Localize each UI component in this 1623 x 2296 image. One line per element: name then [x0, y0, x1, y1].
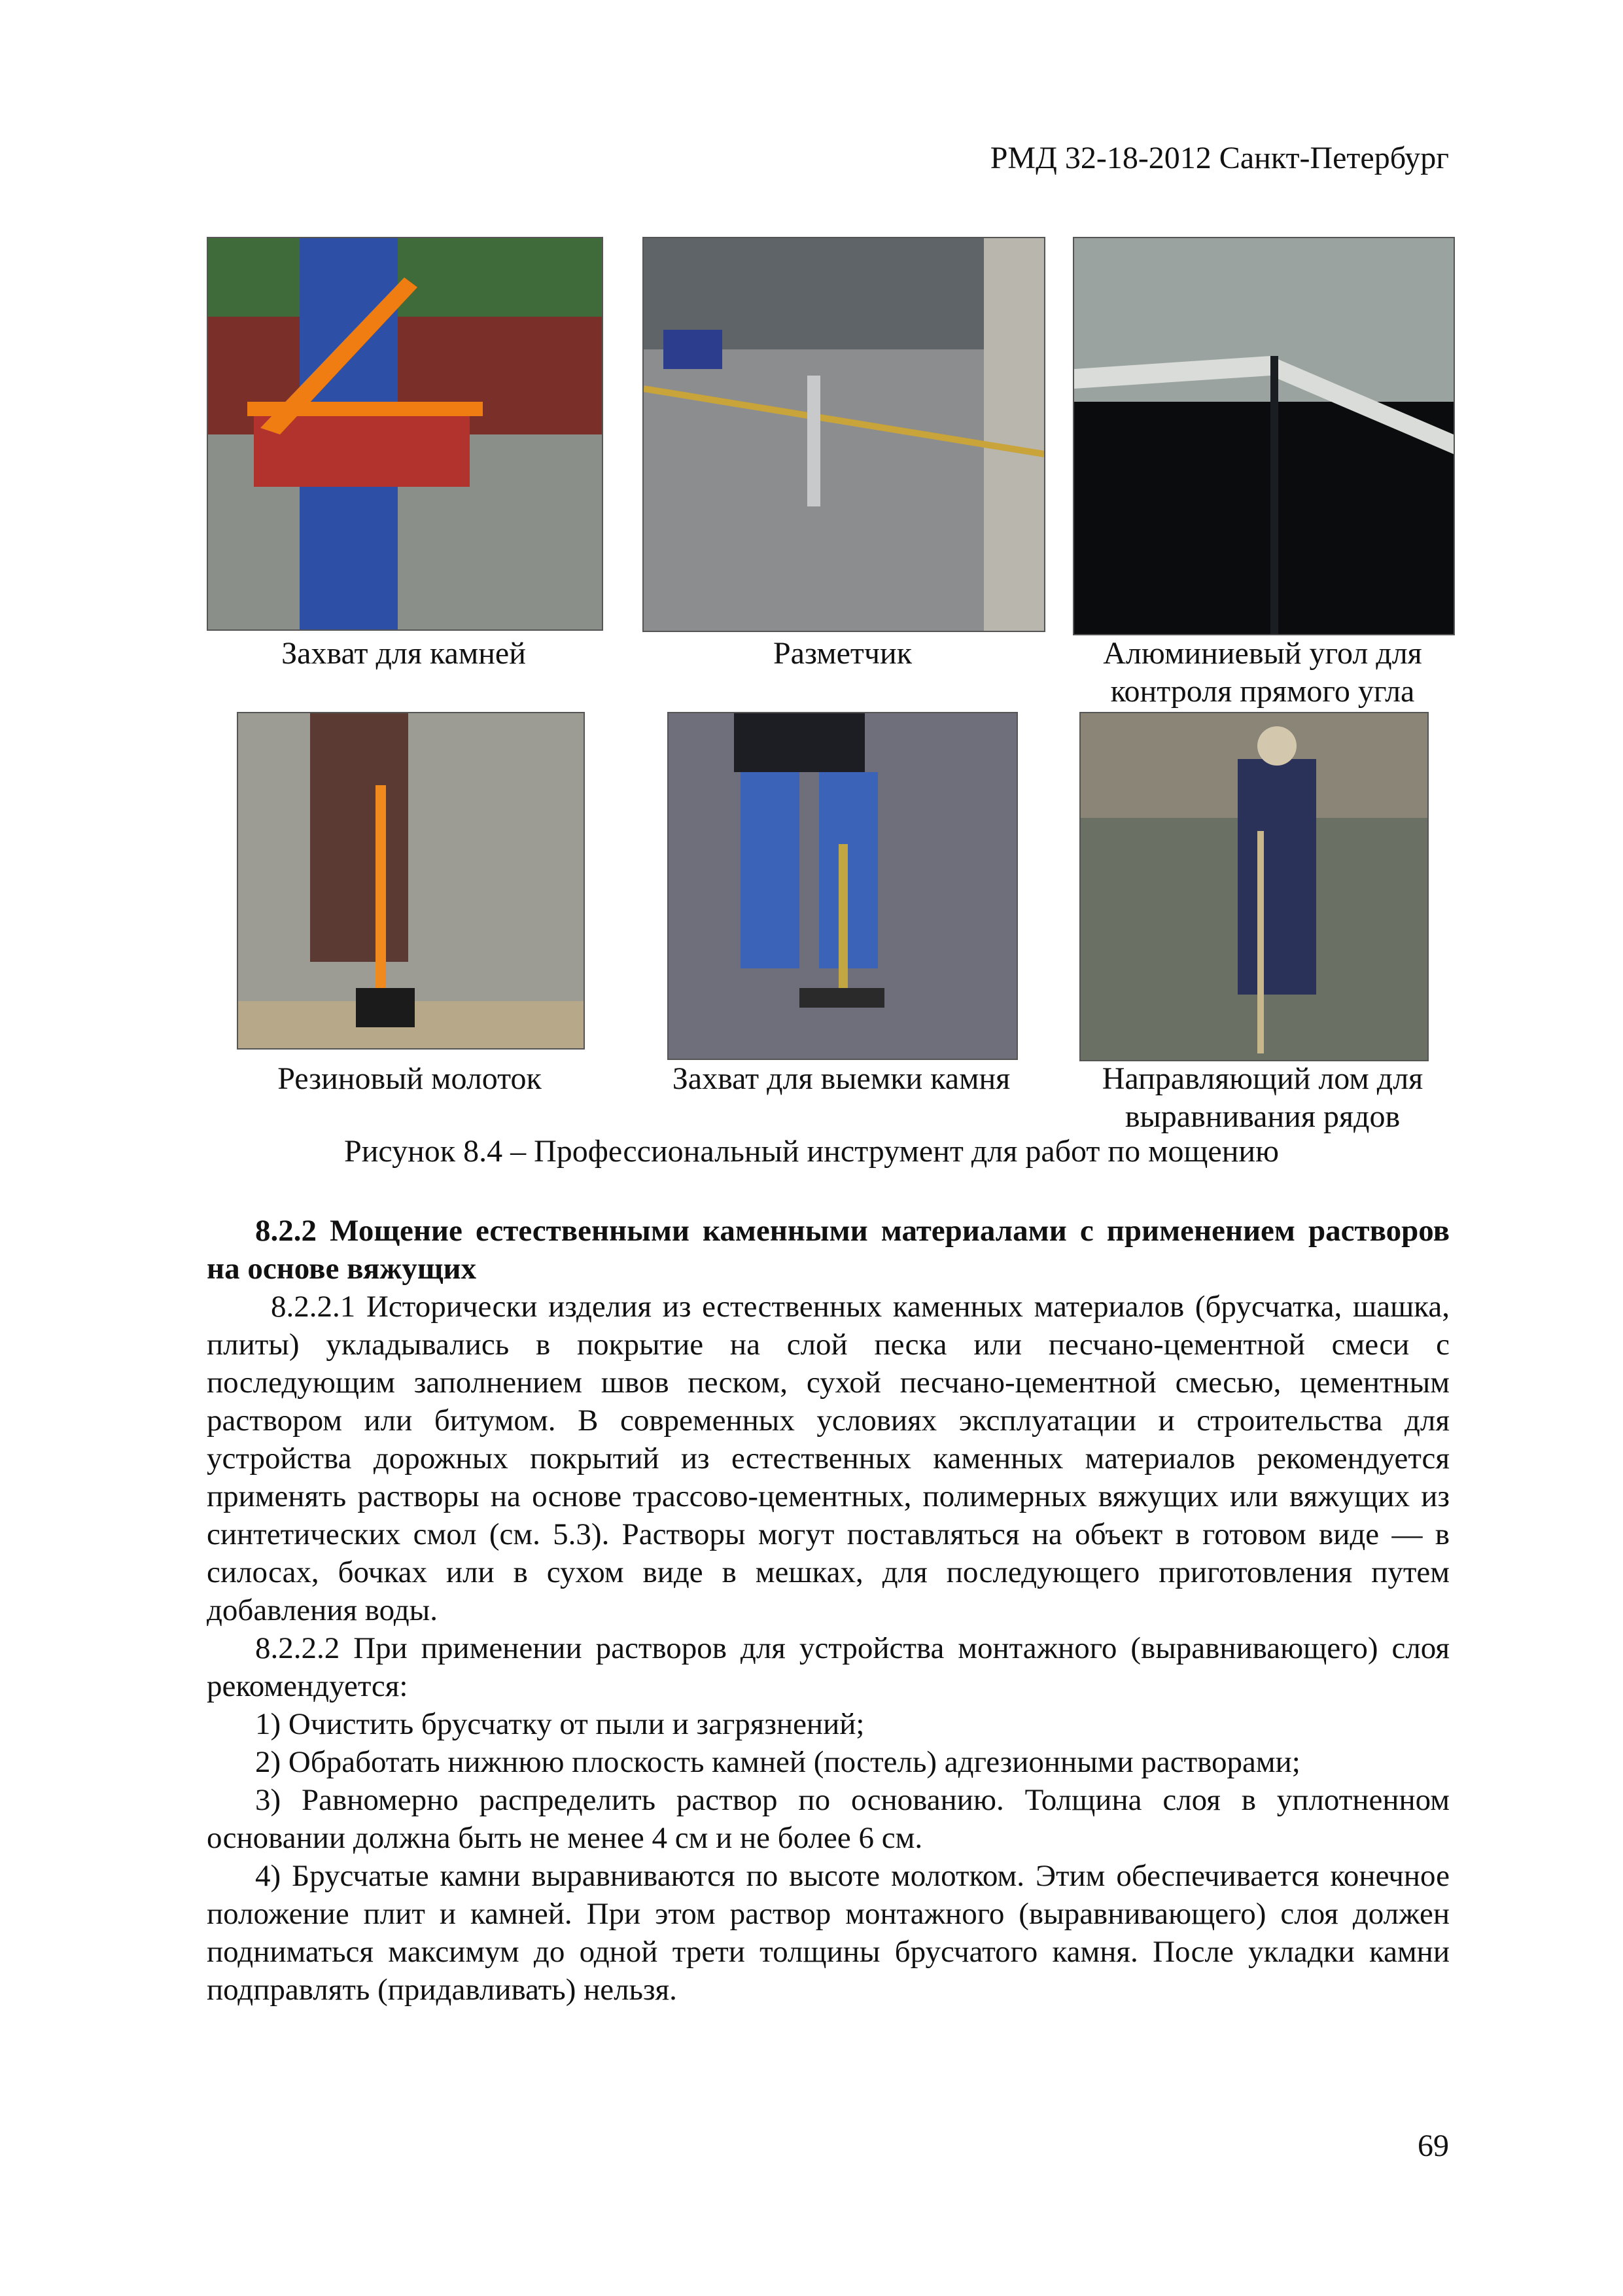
figure-caption-1: [207, 635, 601, 673]
body-text: [207, 1212, 1450, 2009]
stone-grab-photo: [207, 237, 603, 631]
figure-caption: Рисунок 8.4 – Профессиональный инструмент для работ по мощению: [344, 1134, 1279, 1169]
figure-caption-5: [628, 1060, 1055, 1098]
list-item: 1) Очистить брусчатку от пыли и загрязнений;: [255, 1707, 865, 1741]
figure-caption-6: [1060, 1060, 1465, 1136]
aluminum-square-photo: [1073, 237, 1455, 635]
caption-line: Захват для камней: [281, 636, 526, 671]
paragraph: 8.2.2.2 При применении растворов для устройства монтажного (выравнивающего) слоя рекомендуется:: [207, 1631, 1450, 1703]
paragraph: 8.2.2.1 Исторически изделия из естественных каменных материалов (брусчатка, шашка, плиты) укладывались в покрытие на слой песка или песчано-цементной смеси с последующим заполнением швов песком, сухой песчано-цементной смесью, цементным раствором или битумом. В современных условиях эксплуатации и строительства для устройства дорожных покрытий из естественных каменных материалов рекомендуется применять растворы на основе трассово-цементных, полимерных вяжущих или вяжущих из синтетических смол (см. 5.3). Растворы могут поставляться на объект в готовом виде — в силосах, бочках или в сухом виде в мешках, для последующего приготовления путем добавления воды.: [207, 1290, 1450, 1627]
figure-caption-2: [642, 635, 1043, 673]
caption-line: Захват для выемки камня: [672, 1061, 1011, 1096]
document-header: РМД 32-18-2012 Санкт-Петербург: [990, 141, 1449, 175]
rubber-mallet-photo: [237, 712, 585, 1050]
figure-caption-4: [237, 1060, 582, 1098]
marker-tool-photo: [642, 237, 1045, 632]
list-item: 3) Равномерно распределить раствор по основанию. Толщина слоя в уплотненном основании должна быть не менее 4 см и не более 6 см.: [207, 1783, 1450, 1855]
page-number: 69: [1418, 2128, 1449, 2163]
section-heading: 8.2.2 Мощение естественными каменными материалами с применением растворов на основе вяжущих: [207, 1214, 1450, 1286]
caption-line: контроля прямого угла: [1110, 674, 1415, 709]
caption-line: Направляющий лом для: [1102, 1061, 1423, 1096]
caption-line: Резиновый молоток: [277, 1061, 542, 1096]
caption-line: Разметчик: [773, 636, 913, 671]
figure-caption-3: [1060, 635, 1465, 711]
list-item: 2) Обработать нижнюю плоскость камней (постель) адгезионными растворами;: [255, 1745, 1300, 1779]
list-item: 4) Брусчатые камни выравниваются по высоте молотком. Этим обеспечивается конечное положение плит и камней. При этом раствор монтажного (выравнивающего) слоя должен подниматься максимум до одной трети толщины брусчатого камня. После укладки камни подправлять (придавливать) нельзя.: [207, 1859, 1450, 2007]
guide-bar-photo: [1079, 712, 1429, 1061]
stone-extractor-photo: [667, 712, 1018, 1060]
caption-line: выравнивания рядов: [1125, 1099, 1401, 1134]
caption-line: Алюминиевый угол для: [1103, 636, 1422, 671]
